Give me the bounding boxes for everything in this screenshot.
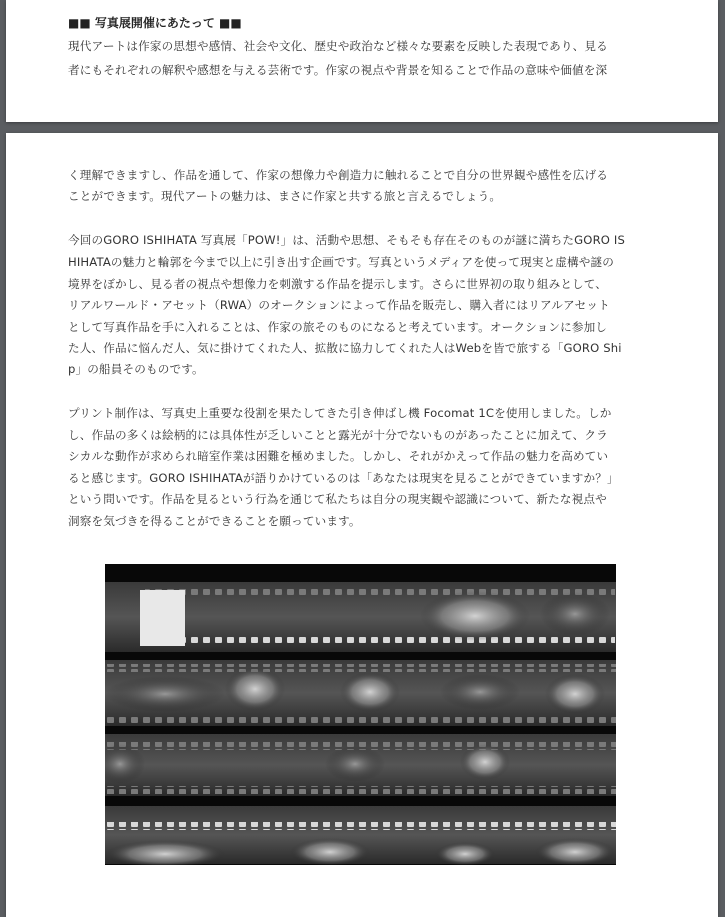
paragraph-line: 今回のGORO ISHIHATA 写真展「POW!」は、活動や思想、そもそも存在そのものが謎に満ちたGORO IS [68,233,625,247]
paragraph-line: リアルワールド・アセット（RWA）のオークションによって作品を販売し、購入者にはリアルアセット [68,298,610,312]
paragraph-line: 現代アートは作家の思想や感情、社会や文化、歴史や政治など様々な要素を反映した表現であり、見る [68,39,608,53]
paragraph-line: 境界をぼかし、見る者の視点や想像力を刺激する作品を提示します。さらに世界初の取り組みとして、 [68,277,608,291]
paragraph-line: p」の船員そのものです。 [68,362,204,376]
film-strip-photo [105,564,616,865]
paragraph-line: プリント制作は、写真史上重要な役割を果たしてきた引き伸ばし機 Focomat 1Cを使用しました。しか [68,406,612,420]
paragraph-line: として写真作品を手に入れることは、作家の旅そのものになると考えています。オークションに参加し [68,320,608,334]
paragraph-line: 洞察を気づきを得ることができることを願っています。 [68,514,361,528]
section-heading: ■■ 写真展開催にあたって ■■ [68,16,242,30]
paragraph-line: シカルな動作が求められ暗室作業は困難を極めました。しかし、それがかえって作品の魅力を高めてい [68,449,609,463]
paragraph-line: HIHATAの魅力と輪郭を今まで以上に引き出す企画です。写真というメディアを使って現実と虚構や謎の [68,255,615,269]
paragraph-line: く理解できますし、作品を通して、作家の想像力や創造力に触れることで自分の世界観や感性を広げる [68,168,608,182]
paragraph-line: た人、作品に悩んだ人、気に掛けてくれた人、拡散に協力してくれた人はWebを皆で旅する「GORO Shi [68,341,622,355]
paragraph-line: 者にもそれぞれの解釈や感想を与える芸術です。作家の視点や背景を知ることで作品の意味や価値を深 [68,63,608,77]
paragraph-line: ると感じます。GORO ISHIHATAが語りかけているのは「あなたは現実を見ることができていますか？」 [68,471,619,485]
document-page-1 [6,0,718,122]
paragraph-line: という問いです。作品を見るという行為を通じて私たちは自分の現実観や認識について、新たな視点や [68,492,607,506]
document-page-2 [6,133,718,917]
paragraph-line: し、作品の多くは絵柄的には具体性が乏しいことと露光が十分でないものがあったことに加えて、クラ [68,428,608,442]
paragraph-line: ことができます。現代アートの魅力は、まさに作家と共する旅と言えるでしょう。 [68,189,502,203]
